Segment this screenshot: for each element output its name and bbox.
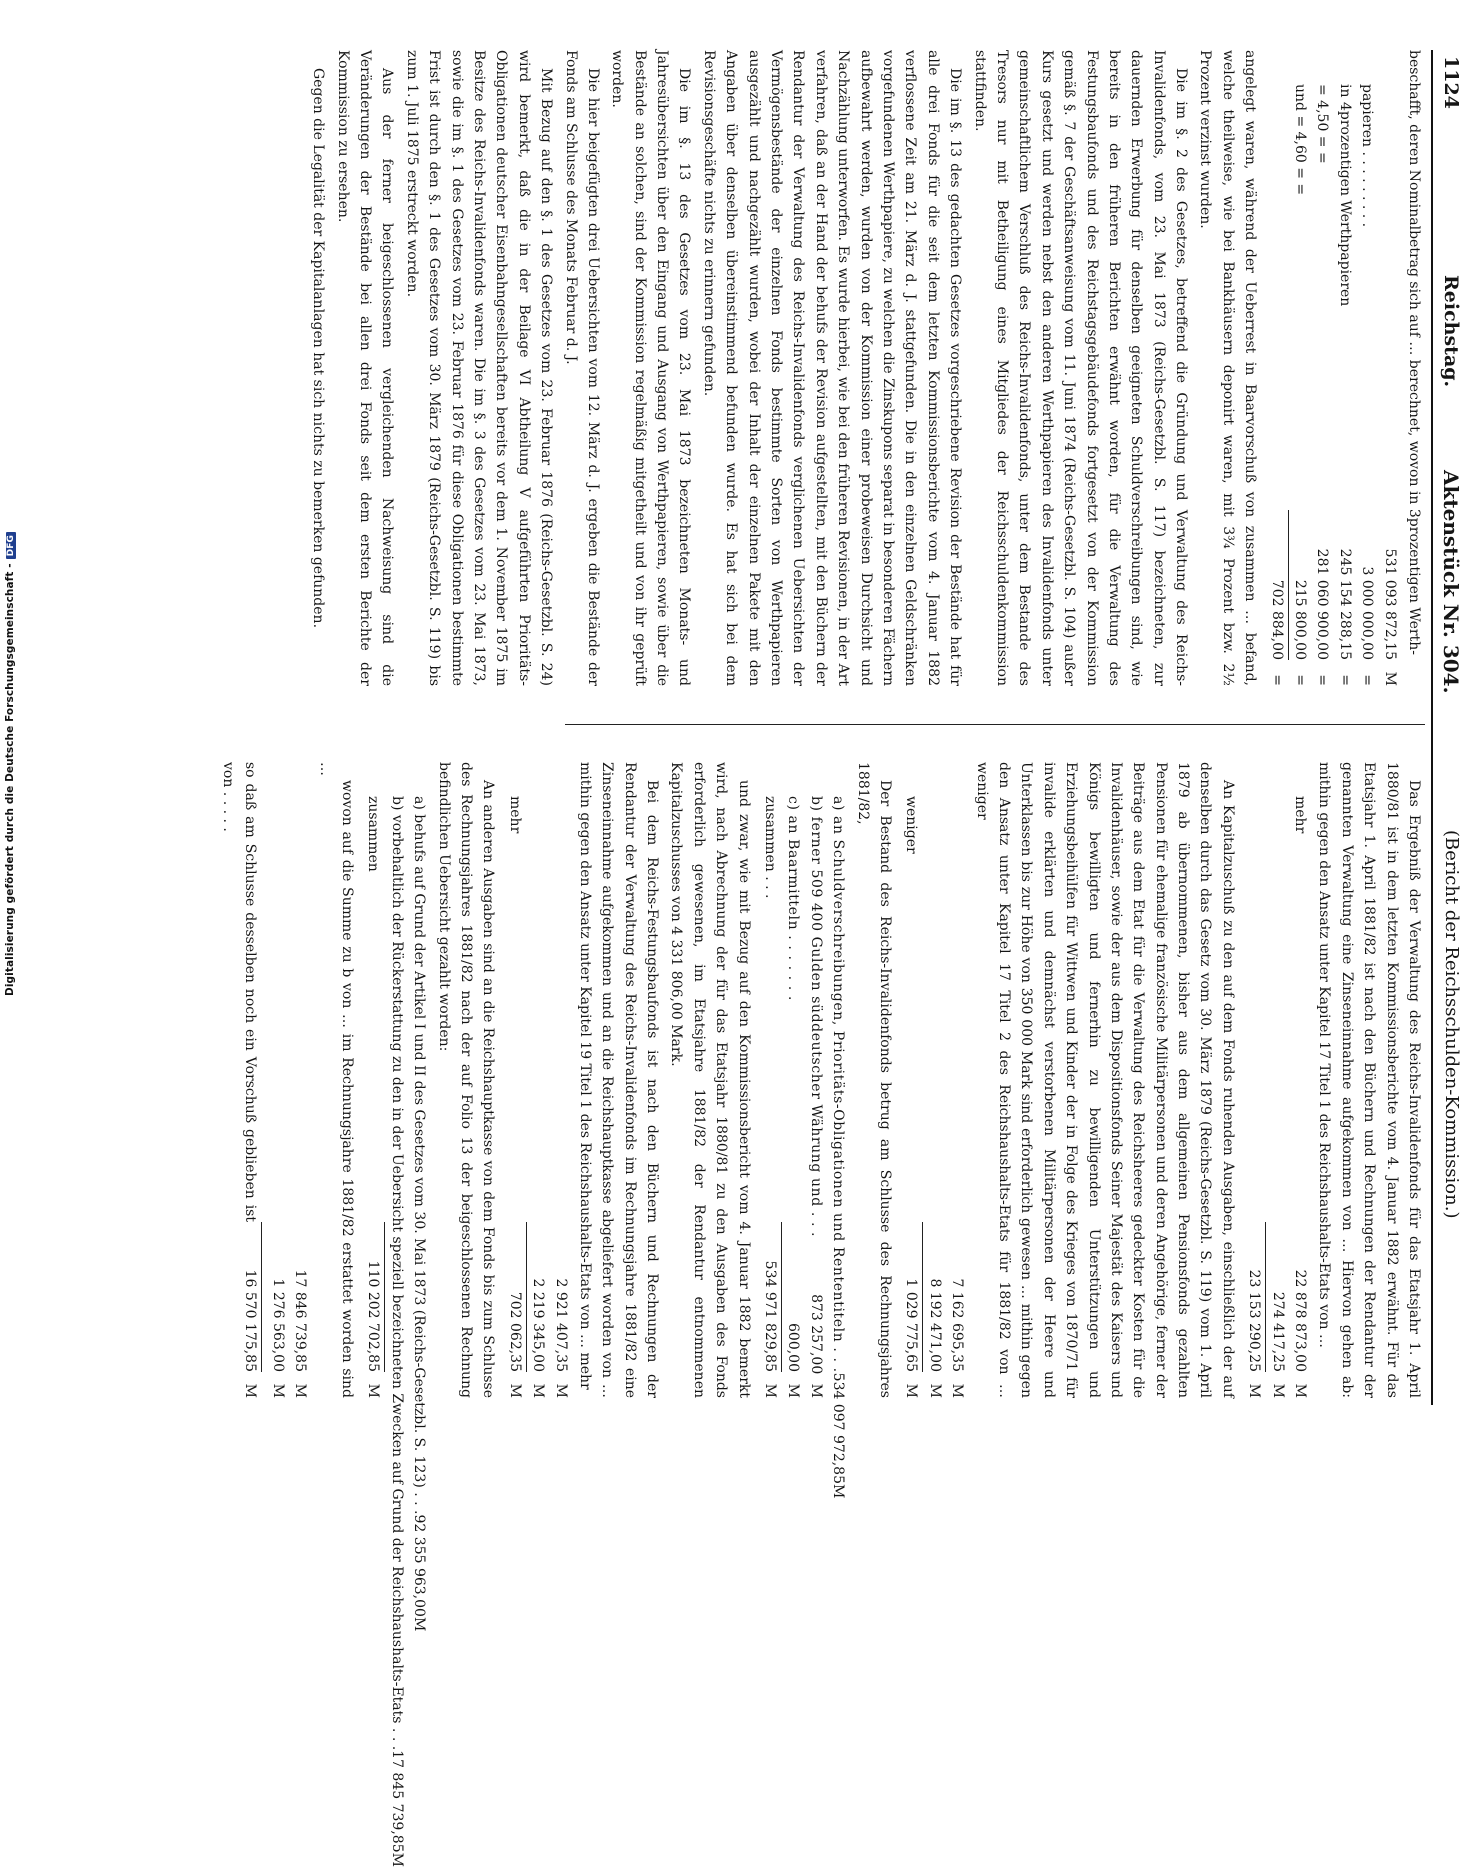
- unit-label: M: [506, 1383, 523, 1398]
- section-title: Reichstag.: [1440, 275, 1462, 388]
- unit-label: M: [903, 1383, 920, 1398]
- unit-label: M: [388, 1852, 405, 1867]
- row-amount: 8 192 471,00: [926, 1278, 943, 1372]
- intro-total: 531 093 872,15: [1381, 548, 1398, 660]
- unit-label: M: [269, 1383, 286, 1398]
- paragraph: wovon auf die Summe zu b von … im Rechnungsjahre 1881/82 erstattet worden sind …: [316, 762, 356, 1398]
- row-label: mehr: [506, 796, 523, 834]
- row-amount: 534 097 972,85: [830, 1372, 847, 1484]
- paragraph: Die im §. 13 des gedachten Gesetzes vorgeschriebene Revision der Bestände hat für alle drei Fonds für die seit dem letzten Kommissionsberichte vom 4. Januar 1882 verflossene Zeit am 21. März d. J. stattgefunden. Die in den einzelnen Geldschränken vorgefundenen Werthpapiere, zu welchen die Zinskupons separat in besonderen Fächern aufbewahrt werden, wurden von der Kommission einer probeweisen Durchsicht und Nachzählung unterworfen. Es wurde hierbei, wie bei den früheren Revisionen, in der Art verfahren, daß an der Hand der behufs der Revision aufgestellten, mit den Büchern der Rendantur der Verwaltung des Reichs-Invalidenfonds verglichenen Uebersichten der Vermögensbestände der einzelnen Fonds bestimmte Sorten von Werthpapieren ausgezählt und nachgezählt wurden, wobei der Inhalt der einzelnen Pakete mit den Angaben über denselben übereinstimmend befunden wurde. Es hat sich bei dem Revisionsgeschäfte nichts zu erinnern gefunden.: [700, 50, 964, 686]
- holding-label: papieren . . . . . . . . .: [1359, 84, 1376, 228]
- ledger-row: [385, 762, 407, 1867]
- row-label: mehr: [1292, 796, 1309, 834]
- row-amount: 17 846 739,85: [292, 1269, 309, 1372]
- paragraph: Bei dem Reichs-Festungsbaufonds ist nach den Büchern und Rechnungen der Rendantur der Verwaltung des Reichs-Invalidenfonds im Rechnungsjahre 1881/82 eine Zinseneinnahme aufgekommen und an die Reichshauptkasse abgeliefert worden von … mithin gegen den Ansatz unter Kapitel 19 Titel 1 des Reichshaushalts-Etats von … mehr: [576, 762, 661, 1398]
- ledger: [900, 762, 968, 1398]
- ledger-row: = 4,50 = = 281 060 900,00 =: [1311, 50, 1333, 686]
- ledger-row: [362, 762, 385, 1398]
- ledger-row: [266, 762, 288, 1398]
- paragraph: und zwar, wie mit Bezug auf den Kommissionsbericht vom 4. Januar 1882 bemerkt wird, nach Abrechnung der für das Etatsjahr 1880/81 zu den Ausgaben des Fonds erforderlich gewesenen, im Etatsjahre 1881/82 der Rendantur entnommenen Kapitalzuschusses von 4 331 806,00 Mark.: [668, 762, 752, 1398]
- paragraph: Das Ergebniß der Verwaltung des Reichs-Invalidenfonds für das Etatsjahr 1. April 1880/81 ist in dem letzten Kommissionsberichte vom 4. Januar 1882 erwähnt. Für das Etatsjahr 1. April 1881/82 ist nach den Büchern und Rechnungen der Rendantur der genannten Verwaltung eine Zinseneinnahme aufgekommen von … Hiervon gehen ab: mithin gegen den Ansatz unter Kapitel 17 Titel 1 des Reichshaushalts-Etats von …: [1316, 762, 1422, 1398]
- row-label: zusammen: [365, 796, 382, 872]
- ledger-row: [782, 762, 804, 1398]
- row-label: weniger: [903, 796, 920, 854]
- ledger: [266, 762, 311, 1398]
- ledger-row: 702 884,00 =: [1265, 50, 1288, 686]
- ledger-row: in 4prozentigen Werthpapieren 245 154 288,15 =: [1333, 50, 1355, 686]
- unit-label: M: [785, 1383, 802, 1398]
- document-subtitle: (Bericht der Reichsschulden-Kommission.): [1441, 830, 1462, 1219]
- paragraph: Gegen die Legalität der Kapitalanlagen hat sich nichts zu bemerken gefunden.: [310, 68, 327, 629]
- row-amount: 2 921 407,35: [552, 1278, 569, 1372]
- page-header: [1431, 50, 1467, 1405]
- unit-label: M: [365, 1383, 382, 1398]
- holding-amount: 3 000 000,00: [1359, 566, 1376, 660]
- right-column: [220, 762, 1425, 1867]
- ledger-row: [900, 762, 923, 1398]
- ledger-row: [946, 762, 968, 1398]
- row-amount: 22 878 873,00: [1292, 1269, 1309, 1372]
- holding-label: und = 4,60 = =: [1292, 84, 1309, 196]
- ledger-row: [408, 762, 430, 1632]
- fund-balance-table: [759, 762, 850, 1499]
- ledger-row: [1289, 762, 1311, 1398]
- paragraph: An Kapitalzuschuß zu den auf dem Fonds ruhenden Ausgaben, einschließlich der auf denselben durch das Gesetz vom 30. März 1879 (Reichs-Gesetzbl. S. 119) vom 1. April 1879 ab übernommenen, bisher aus dem allgemeinen Pensionsfonds gezahlten Pensionen für ehemalige französische Militärpersonen und deren Angehörige, ferner der Beiträge aus dem Etat für die Verwaltung des Reichsheeres gedeckter Kosten für die Invalidenhäuser, sowie der aus dem Dispositionsfonds Seiner Majestät des Kaisers und Königs bewilligten und fernerhin zu bewilligenden Unterstützungen und Erziehungsbeihülfen für Wittwen und Kinder der in Folge des Krieges von 1870/71 für invalide erklärten und demnächst verstorbenen Militärpersonen der Heere und Unterklassen bis zur Höhe von 350 000 Mark sind erforderlich gewesen … mithin gegen den Ansatz unter Kapitel 17 Titel 2 des Reichshaushalts-Etats für 1881/82 von … weniger: [973, 762, 1236, 1398]
- row-amount: 17 845 739,85: [388, 1750, 405, 1853]
- digitization-sidebar: [0, 0, 20, 1000]
- ledger-row: [289, 762, 311, 1398]
- intro-text: beschafft, deren Nominalbetrag sich auf … berechnet, wovon in 3prozentigen Werth-: [1406, 50, 1422, 655]
- row-amount: 110 202 702,85: [362, 1222, 385, 1372]
- unit-label: M: [1381, 671, 1398, 686]
- ledger-row: papieren . . . . . . . . . 3 000 000,00 =: [1356, 50, 1378, 686]
- ledger-row: [503, 762, 526, 1398]
- holding-label: in 4prozentigen Werthpapieren: [1336, 84, 1353, 307]
- unit-label: M: [926, 1383, 943, 1398]
- ledger-row: [804, 762, 826, 1398]
- ledger-row: [1243, 762, 1266, 1398]
- ledger-row: [549, 762, 571, 1398]
- unit-label: M: [830, 1484, 847, 1499]
- row-label: a) an Schuldverschreibungen, Prioritäts-Obligationen und Rententiteln . . .: [830, 796, 847, 1373]
- row-amount: 702 062,35: [503, 1222, 526, 1372]
- row-label: c) an Baarmitteln . . . . . . .: [785, 796, 802, 1001]
- holding-amount: 245 154 288,15: [1336, 548, 1353, 660]
- unit-label: M: [530, 1383, 547, 1398]
- row-amount: 274 417,25: [1269, 1291, 1286, 1372]
- ledger-row: [217, 762, 263, 1398]
- unit-label: M: [1269, 1383, 1286, 1398]
- ledger-row: [527, 762, 549, 1398]
- row-amount: 16 570 175,85: [239, 1222, 262, 1372]
- row-amount: 23 153 290,25: [1243, 1222, 1266, 1372]
- row-label: b) ferner 509 400 Gulden süddeutscher Währung und . . .: [807, 796, 824, 1238]
- paragraph: Die im §. 13 des Gesetzes vom 23. Mai 1873 bezeichneten Monats- und Jahresübersichten über den Eingang und Ausgang von Werthpapieren, sowie über die Bestände an solchen, sind der Kommission regelmäßig mitgetheilt und von ihr geprüft worden.: [609, 50, 693, 686]
- digitization-credit: [4, 532, 16, 996]
- expenditure-table: [362, 762, 430, 1867]
- document-page: [220, 50, 1467, 1867]
- dfg-logo: DFG: [6, 532, 16, 559]
- row-label: a) behufs auf Grund der Artikel I und II des Gesetzes vom 30. Mai 1873 (Reichs-Gesetzbl. S. 123) . . .: [411, 796, 428, 1515]
- ledger-row: [1266, 762, 1288, 1398]
- row-amount: 873 257,00: [807, 1294, 824, 1375]
- row-amount: 600,00: [785, 1323, 802, 1372]
- unit-label: M: [242, 1383, 259, 1398]
- row-amount: 1 029 775,65: [900, 1222, 923, 1372]
- paragraph: Die im §. 2 des Gesetzes, betreffend die Gründung und Verwaltung des Reichs-Invalidenfonds, vom 23. Mai 1873 (Reichs-Gesetzbl. S. 117) bezeichneten, zur dauernden Erwerbung für denselben geeigneten Schuldverschreibungen sind, wie bereits in den früheren Berichten erwähnt worden, für die Verwaltung des Festungsbaufonds und des Reichstagsgebäudefonds fortgesetzt von der Kommission gemäß §. 7 der Geschäftsanweisung vom 11. Juni 1874 (Reichs-Gesetzbl. S. 104) außer Kurs gesetzt und werden nebst den anderen Werthpapieren des Invalidenfonds unter gemeinschaftlichem Verschluß des Reichs-Invalidenfonds, unter dem Bestande des Tresors nur mit Betheiligung eines Mitgliedes der Reichsschuldenkommission stattfinden.: [971, 50, 1190, 686]
- unit-label: M: [552, 1383, 569, 1398]
- row-label: so daß am Schlusse desselben noch ein Vorschuß geblieben ist von . . . . .: [220, 762, 259, 1222]
- row-amount: 1 276 563,00: [269, 1278, 286, 1372]
- unit-label: M: [411, 1616, 428, 1632]
- ledger-row: und = 4,60 = = 215 800,00 =: [1289, 50, 1311, 686]
- left-column: [310, 50, 1425, 686]
- holding-amount: 281 060 900,00: [1314, 548, 1331, 660]
- paragraph: Die hier beigefügten drei Uebersichten vom 12. März d. J. ergeben die Bestände der Fonds am Schlusse des Monats Februar d. J.: [562, 50, 601, 686]
- ledger: [503, 762, 571, 1398]
- digitization-note: Digitalisierung gefördert durch die Deutsche Forschungsgemeinschaft -: [4, 563, 16, 996]
- paragraph: Der Bestand des Reichs-Invalidenfonds betrug am Schlusse des Rechnungsjahres 1881/82,: [854, 762, 894, 1398]
- holding-amount: 215 800,00: [1292, 579, 1309, 660]
- row-amount: 534 971 829,85: [759, 1222, 782, 1372]
- unit-label: M: [292, 1383, 309, 1398]
- deposit-amount: 702 884,00: [1265, 510, 1288, 660]
- unit-label: M: [949, 1383, 966, 1398]
- ledger-row: [759, 762, 782, 1398]
- paragraph: Aus der ferner beigeschlossenen vergleichenden Nachweisung sind die Veränderungen der Bestände bei allen drei Fonds seit dem ersten Berichte der Kommission zu ersehen.: [334, 50, 396, 686]
- ledger-row: [923, 762, 945, 1398]
- ledger: [1243, 762, 1311, 1398]
- column-divider: [565, 724, 1425, 725]
- unit-label: M: [1246, 1383, 1263, 1398]
- row-label: zusammen . . .: [762, 796, 779, 899]
- row-label: b) vorbehaltlich der Rückerstattung zu den in der Uebersicht speziell bezeichneten Zwecken auf Grund der Reichshaushalts-Etats . . .: [388, 796, 405, 1751]
- paragraph: Mit Bezug auf den §. 1 des Gesetzes vom 23. Februar 1876 (Reichs-Gesetzbl. S. 24) wird bemerkt, daß die in der Beilage VI Abtheilung V aufgeführten Prioritäts-Obligationen deutscher Eisenbahngesellschaften bereits vor dem 1. November 1875 im Besitze des Reichs-Invalidenfonds waren. Die im §. 3 des Gesetzes vom 23. Mai 1873, sowie die im §. 1 des Gesetzes vom 23. Februar 1876 für diese Obligationen bestimmte Frist ist durch den §. 1 des Gesetzes vom 30. März 1879 (Reichs-Gesetzbl. S. 119) bis zum 1. Juli 1875 erstreckt worden.: [403, 50, 555, 686]
- holding-label: = 4,50 = =: [1314, 84, 1331, 164]
- ledger-row: [1378, 50, 1400, 686]
- document-title: Aktenstück Nr. 304.: [1439, 470, 1463, 694]
- row-amount: 7 162 695,35: [949, 1278, 966, 1372]
- page-number: 1124: [1440, 56, 1462, 109]
- row-amount: 2 219 345,00: [530, 1278, 547, 1372]
- paragraph: angelegt waren, während der Ueberrest in Baarvorschuß von zusammen … befand, welche theilweise, wie bei Bankhäusern deponirt waren, mit 3¾ Prozent bzw. 2½ Prozent verzinst wurden.: [1197, 50, 1259, 686]
- paragraph: An anderen Ausgaben sind an die Reichshauptkasse von dem Fonds bis zum Schlusse des Rechnungsjahres 1881/82 nach der auf Folio 13 der beigeschlossenen Rechnung befindlichen Uebersicht gezahlt worden:: [435, 762, 497, 1398]
- row-amount: 92 355 963,00: [411, 1514, 428, 1617]
- unit-label: M: [762, 1383, 779, 1398]
- holdings-table: [1265, 50, 1400, 686]
- unit-label: M: [1292, 1383, 1309, 1398]
- ledger-row: [827, 762, 849, 1499]
- unit-label: M: [807, 1383, 824, 1398]
